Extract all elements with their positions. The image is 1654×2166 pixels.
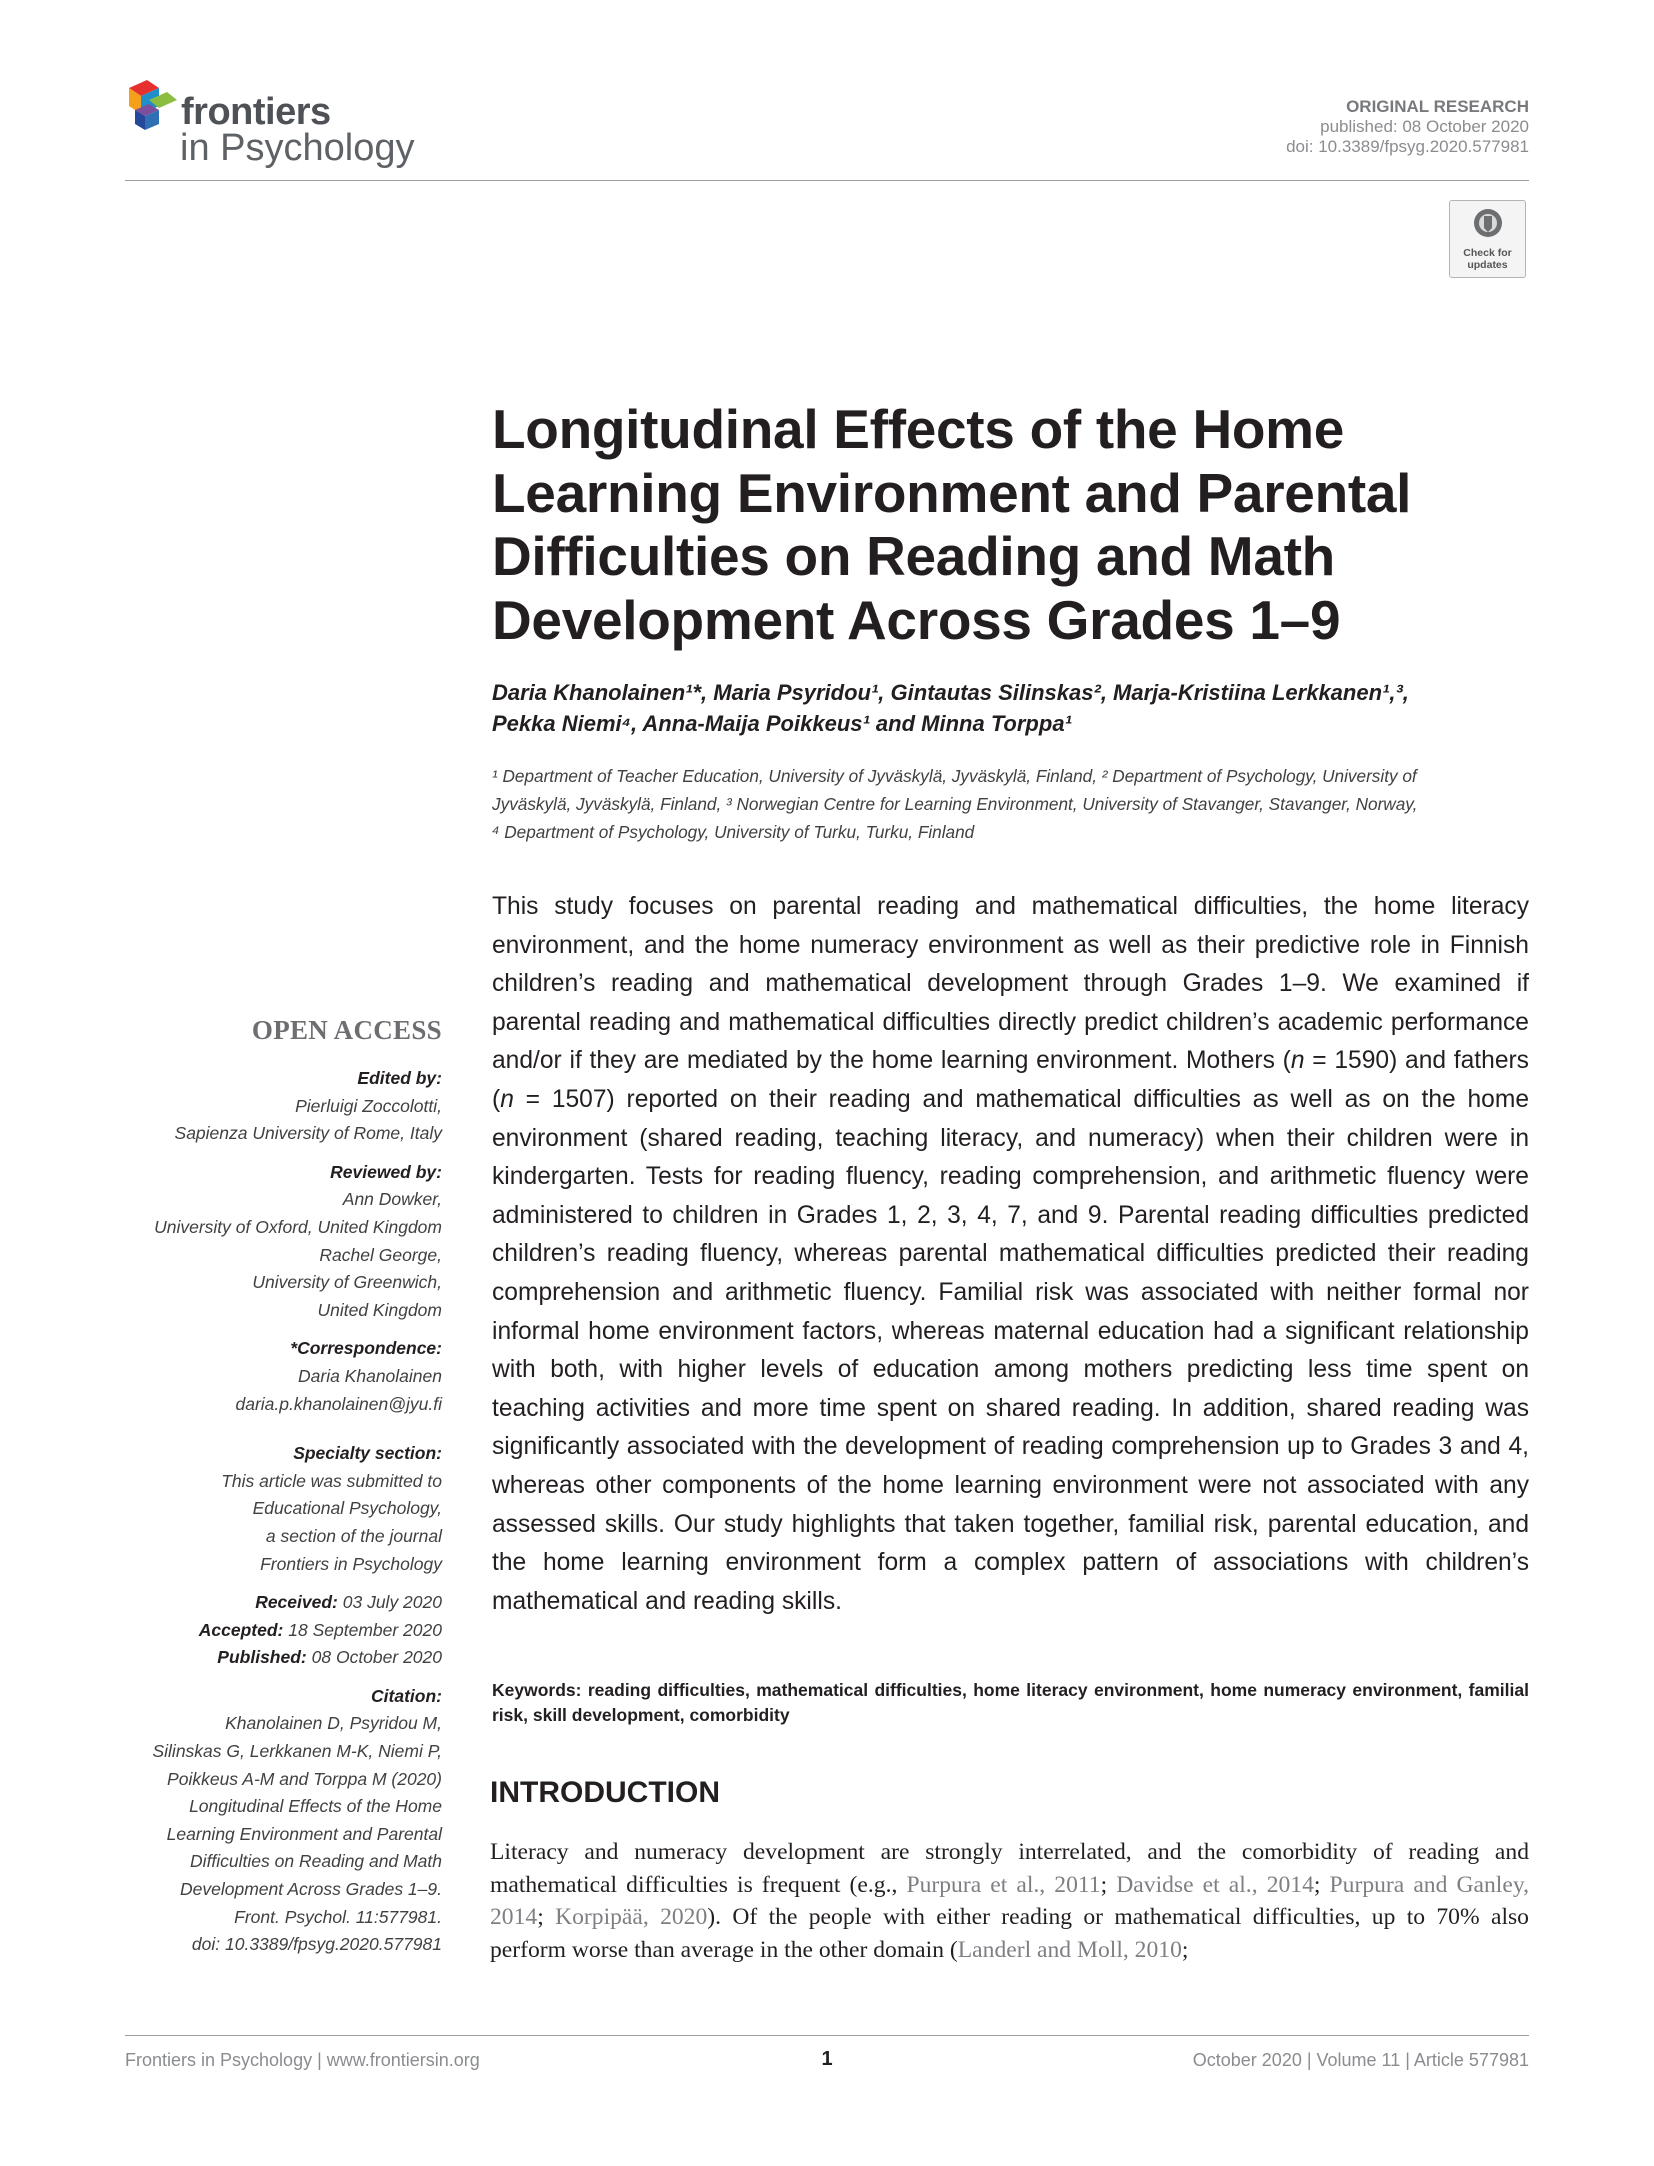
article-meta <box>1286 97 1529 157</box>
header-divider <box>125 180 1529 181</box>
citation-link[interactable]: Landerl and Moll, 2010 <box>957 1936 1182 1963</box>
frontiers-logo-icon <box>125 70 181 134</box>
keywords: Keywords: reading difficulties, mathematical difficulties, home literacy environment, home numeracy environment, familial risk, skill development, comorbidity <box>492 1680 1529 1725</box>
edited-by-block: Edited by: Pierluigi Zoccolotti, Sapienza University of Rome, Italy <box>174 1068 442 1144</box>
correspondence-block: *Correspondence: Daria Khanolainen daria.p.khanolainen@jyu.fi <box>122 1335 442 1418</box>
article-doi[interactable]: doi: 10.3389/fpsyg.2020.577981 <box>1286 137 1529 156</box>
article-type: ORIGINAL RESEARCH <box>1346 97 1529 116</box>
article-title: Longitudinal Effects of the Home Learning Environment and Parental Difficulties on Reading and Math Development Across Grades 1–9 <box>492 398 1412 651</box>
check-for-updates-button[interactable] <box>1449 200 1526 278</box>
citation-link[interactable]: Purpura and Ganley, 2014 <box>490 1871 1529 1930</box>
abstract: This study focuses on parental reading and mathematical difficulties, the home literacy environment, and the home numeracy environment as well as their predictive role in Finnish children’s reading and mathematical development through Grades 1–9. We examined if parental reading and mathematical difficulties directly predict children’s academic performance and/or if they are mediated by the home learning environment. Mothers (n = 1590) and fathers (n = 1507) reported on their reading and mathematical difficulties as well as on the home environment (shared reading, teaching literacy, and numeracy) when their children were in kindergarten. Tests for reading fluency, reading comprehension, and arithmetic fluency were administered to children in Grades 1, 2, 3, 4, 7, and 9. Parental reading difficulties predicted children’s reading fluency, whereas parental mathematical difficulties predicted their reading comprehension and arithmetic fluency. Familial risk was associated with neither formal nor informal home environment factors, whereas maternal education had a significant relationship with both, with higher levels of education among mothers predicting less time spent on teaching activities and more time spent on shared reading. In addition, shared reading was significantly associated with the development of reading comprehension up to Grades 3 and 4, whereas other components of the home learning environment were not associated with any assessed skills. Our study highlights that taken together, familial risk, parental education, and the home learning environment form a complex pattern of associations with children’s mathematical and reading skills. <box>492 893 1529 1615</box>
page-number: 1 <box>821 2048 833 2070</box>
section-heading-introduction: INTRODUCTION <box>490 1776 720 1809</box>
article-sidebar <box>122 1010 442 1970</box>
citation-link[interactable]: Davidse et al., 2014 <box>1116 1871 1314 1898</box>
affiliations: ¹ Department of Teacher Education, University of Jyväskylä, Jyväskylä, Finland, ² Department of Psychology, University of Jyväskylä, Jyväskylä, Finland, ³ Norwegian Centre for Learning Environment, University of Stavanger, Stavanger, Norway, ⁴ Department of Psychology, University of Turku, Turku, Finland <box>492 766 1418 842</box>
footer-divider <box>125 2035 1529 2036</box>
journal-logo[interactable] <box>125 70 425 170</box>
footer-journal-link[interactable]: Frontiers in Psychology | www.frontiersin.org <box>125 2050 480 2070</box>
published-date: published: 08 October 2020 <box>1320 117 1529 136</box>
logo-wordmark: frontiers <box>181 91 331 133</box>
reviewed-by-block: Reviewed by: Ann Dowker, University of Oxford, United Kingdom Rachel George, University of Greenwich, United Kingdom <box>154 1161 442 1320</box>
citation-link[interactable]: Korpipää, 2020 <box>555 1904 708 1930</box>
citation-block: Citation: Khanolainen D, Psyridou M, Silinskas G, Lerkkanen M-K, Niemi P, Poikkeus A-M and Torppa M (2020) Longitudinal Effects of the Home Learning Environment and Parental Difficulties on Reading and Math Development Across Grades 1–9. Front. Psychol. 11:577981. doi: 10.3389/fpsyg.2020.577981 <box>152 1685 442 1955</box>
correspondence-email[interactable]: daria.p.khanolainen@jyu.fi <box>235 1393 442 1414</box>
footer-issue-info: October 2020 | Volume 11 | Article 577981 <box>1192 2050 1529 2070</box>
crossmark-icon <box>1472 207 1504 239</box>
crossmark-label: Check for updates <box>1463 247 1512 271</box>
open-access-label: OPEN ACCESS <box>251 1015 442 1045</box>
dates-block: Received: 03 July 2020 Accepted: 18 September 2020 Published: 08 October 2020 <box>198 1592 442 1668</box>
citation-link[interactable]: Purpura et al., 2011 <box>906 1871 1101 1898</box>
specialty-section-block: Specialty section: This article was submitted to Educational Psychology, a section of the journal Frontiers in Psychology <box>221 1443 442 1574</box>
introduction-paragraph: Literacy and numeracy development are strongly interrelated, and the comorbidity of reading and mathematical difficulties is frequent (e.g., Purpura et al., 2011; Davidse et al., 2014; Purpura and Ganley, 2014; Korpipää, 2020). Of the people with either reading or mathematical difficulties, up to 70% also perform worse than average in the other domain (Landerl and Moll, 2010; <box>490 1839 1529 1963</box>
logo-journal-name: in Psychology <box>180 127 415 169</box>
author-list: Daria Khanolainen¹*, Maria Psyridou¹, Gintautas Silinskas², Marja-Kristiina Lerkkanen¹,³, Pekka Niemi⁴, Anna-Maija Poikkeus¹ and Minna Torppa¹ <box>492 680 1409 736</box>
